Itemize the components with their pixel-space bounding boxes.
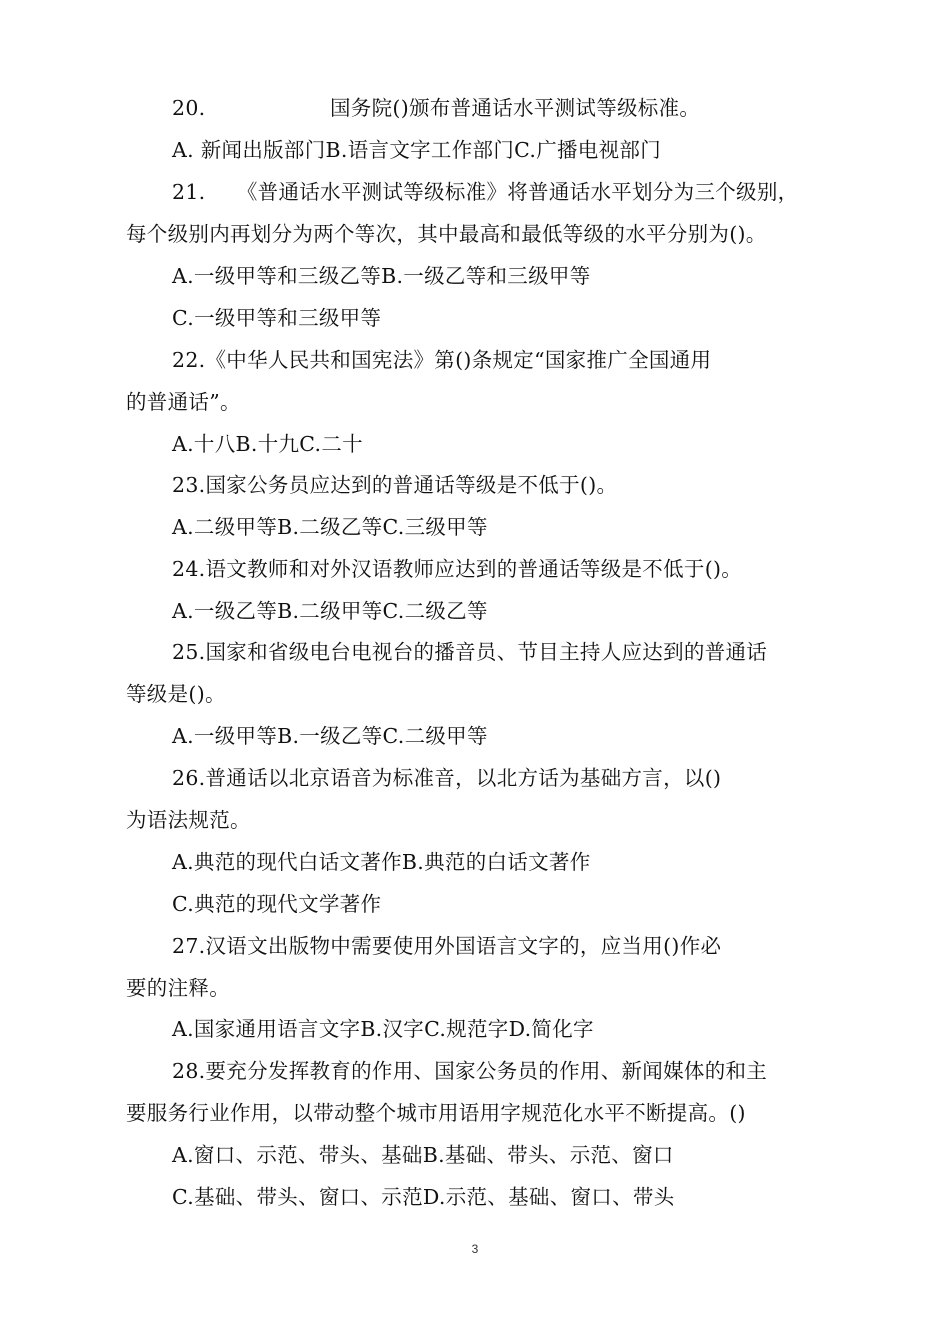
question-24-text: 24.语文教师和对外汉语教师应达到的普通话等级是不低于()。	[172, 557, 743, 581]
question-26-options-2: C.典范的现代文学著作	[172, 892, 382, 916]
question-22-line-1: 22.《中华人民共和国宪法》第()条规定“国家推广全国通用	[172, 348, 712, 372]
question-28-line-2: 要服务行业作用，以带动整个城市用语用字规范化水平不断提高。()	[126, 1101, 746, 1125]
question-26-options-1: A.典范的现代白话文著作B.典范的白话文著作	[172, 850, 591, 874]
question-25-line-2: 等级是()。	[126, 682, 226, 706]
question-27-line-2: 要的注释。	[126, 976, 230, 1000]
question-26-line-1: 26.普通话以北京语音为标准音，以北方话为基础方言，以()	[172, 766, 722, 790]
question-21-options-1: A.一级甲等和三级乙等B.一级乙等和三级甲等	[172, 264, 591, 288]
question-25-options: A.一级甲等B.一级乙等C.二级甲等	[172, 724, 488, 748]
question-27-options: A.国家通用语言文字B.汉字C.规范字D.简化字	[172, 1017, 594, 1041]
question-27-line-1: 27.汉语文出版物中需要使用外国语言文字的，应当用()作必	[172, 934, 722, 958]
question-24-options: A.一级乙等B.二级甲等C.二级乙等	[172, 599, 488, 623]
question-20-text: 国务院()颁布普通话水平测试等级标准。	[330, 96, 701, 120]
question-21-line-1: 21. 《普通话水平测试等级标准》将普通话水平划分为三个级别，	[172, 180, 799, 204]
question-28-line-1: 28.要充分发挥教育的作用、国家公务员的作用、新闻媒体的和主	[172, 1059, 768, 1083]
question-22-options: A.十八B.十九C.二十	[172, 432, 363, 456]
question-23-options: A.二级甲等B.二级乙等C.三级甲等	[172, 515, 488, 539]
question-22-line-2: 的普通话”。	[126, 390, 241, 414]
question-28-options-1: A.窗口、示范、带头、基础B.基础、带头、示范、窗口	[172, 1143, 674, 1167]
question-26-line-2: 为语法规范。	[126, 808, 251, 832]
question-20-options: A. 新闻出版部门B.语言文字工作部门C.广播电视部门	[172, 138, 661, 162]
question-21-options-2: C.一级甲等和三级甲等	[172, 306, 382, 330]
question-20-number: 20.	[172, 96, 206, 120]
question-28-options-2: C.基础、带头、窗口、示范D.示范、基础、窗口、带头	[172, 1185, 675, 1209]
question-25-line-1: 25.国家和省级电台电视台的播音员、节目主持人应达到的普通话	[172, 640, 768, 664]
question-23-text: 23.国家公务员应达到的普通话等级是不低于()。	[172, 473, 618, 497]
page-number: 3	[471, 1242, 479, 1256]
question-21-line-2: 每个级别内再划分为两个等次，其中最高和最低等级的水平分别为()。	[126, 222, 767, 246]
